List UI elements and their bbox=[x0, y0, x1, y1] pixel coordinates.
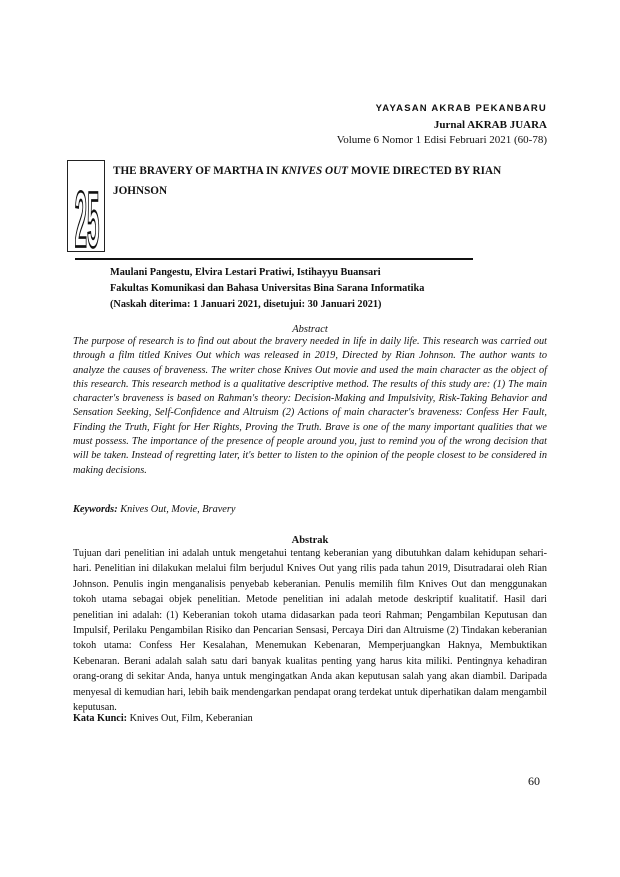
title-film: KNIVES OUT bbox=[281, 165, 349, 177]
abstrak-heading: Abstrak bbox=[291, 535, 329, 546]
keywords-list: Knives Out, Movie, Bravery bbox=[117, 504, 236, 515]
publisher-name: YAYASAN AKRAB PEKANBARU bbox=[375, 103, 547, 114]
abstrak-text: Tujuan dari penelitian ini adalah untuk mengetahui tentang keberanian yang dibutuhkan dalam kehidupan sehari-hari. Penelitian ini dilakukan melalui film berjudul Knives Out yang rilis pada tahun 2019, Disutradarai oleh Rian Johnson. Penulis ingin menganalisis penyebab keberanian. Penulis memilih film Knives Out dan menggunakan tokoh utama sebagai objek penelitian. Metode penelitian ini adalah metode deskriptif kualitatif. Hasil dari penelitian ini adalah: (1) Keberanian tokoh utama didasarkan pada teori Rahman; Pengambilan Keputusan dan Impulsif, Perilaku Pengambilan Risiko dan Pencarian Sensasi, Percaya Diri dan Altruisme (2) Tindakan keberanian tokoh utama: Confess Her Kesalahan, Menemukan Kebenaran, Memperjuangkan Haknya, Membuktikan Kebenaran. Berani adalah salah satu dari banyak kualitas penting yang harus kita miliki. Pentingnya kehadiran orang-orang di sekitar Anda, hanya untuk mengingatkan Anda akan keputusan salah yang akan diambil. Daripada menyesal di kemudian hari, lebih baik mendengarkan pendapat orang terdekat untuk diperhatikan dalam mengambil keputusan. bbox=[73, 548, 547, 714]
paper-title bbox=[113, 161, 553, 201]
abstract-keywords bbox=[73, 503, 547, 517]
abstrak-keywords bbox=[73, 712, 547, 726]
author-names: Maulani Pangestu, Elvira Lestari Pratiwi, Istihayyu Buansari bbox=[110, 267, 381, 278]
article-number: 25 bbox=[74, 175, 100, 253]
title-part-2: MOVIE DIRECTED BY RIAN JOHNSON bbox=[113, 165, 502, 197]
abstract-text: The purpose of research is to find out about the bravery needed in life in daily life. This research was carried out through a film titled Knives Out which was released in 2019, Directed by Rian Johnson. The author wants to analyze the causes of braveness. The writer chose Knives Out movie and used the main character as the object of this research. This research method is a qualitative descriptive method. The results of this study are: (1) The main character's braveness is based on Rahman's theory: Decision-Making and Impulsivity, Risk-Taking Behavior and Sensation Seeking, Self-Confidence and Altruism (2) Actions of main character's braveness: Confess Her Fault, Finding the Truth, Fight for Her Rights, Proving the Truth. Brave is one of the many important qualities that we must possess. The importance of the presence of people around you, just to remind you of the wrong decision that will be taken. Instead of regretting later, it's better to listen to the opinion of the people closest to be considered in making decisions. bbox=[73, 336, 547, 476]
title-part-1: THE BRAVERY OF MARTHA IN bbox=[113, 165, 282, 177]
title-divider bbox=[75, 258, 473, 260]
keywords-label: Keywords: bbox=[73, 504, 118, 515]
kata-kunci-label: Kata Kunci: bbox=[73, 713, 128, 724]
submission-dates: (Naskah diterima: 1 Januari 2021, disetujui: 30 Januari 2021) bbox=[110, 299, 382, 310]
journal-volume: Volume 6 Nomor 1 Edisi Februari 2021 (60-78) bbox=[336, 134, 547, 146]
abstract-heading: Abstract bbox=[292, 324, 328, 335]
article-number-badge bbox=[67, 160, 105, 252]
kata-kunci-list: Knives Out, Film, Keberanian bbox=[127, 713, 253, 724]
page-number: 60 bbox=[528, 774, 540, 788]
author-block bbox=[110, 265, 560, 313]
author-affiliation: Fakultas Komunikasi dan Bahasa Universitas Bina Sarana Informatika bbox=[110, 283, 425, 294]
journal-name: Jurnal AKRAB JUARA bbox=[433, 119, 547, 131]
